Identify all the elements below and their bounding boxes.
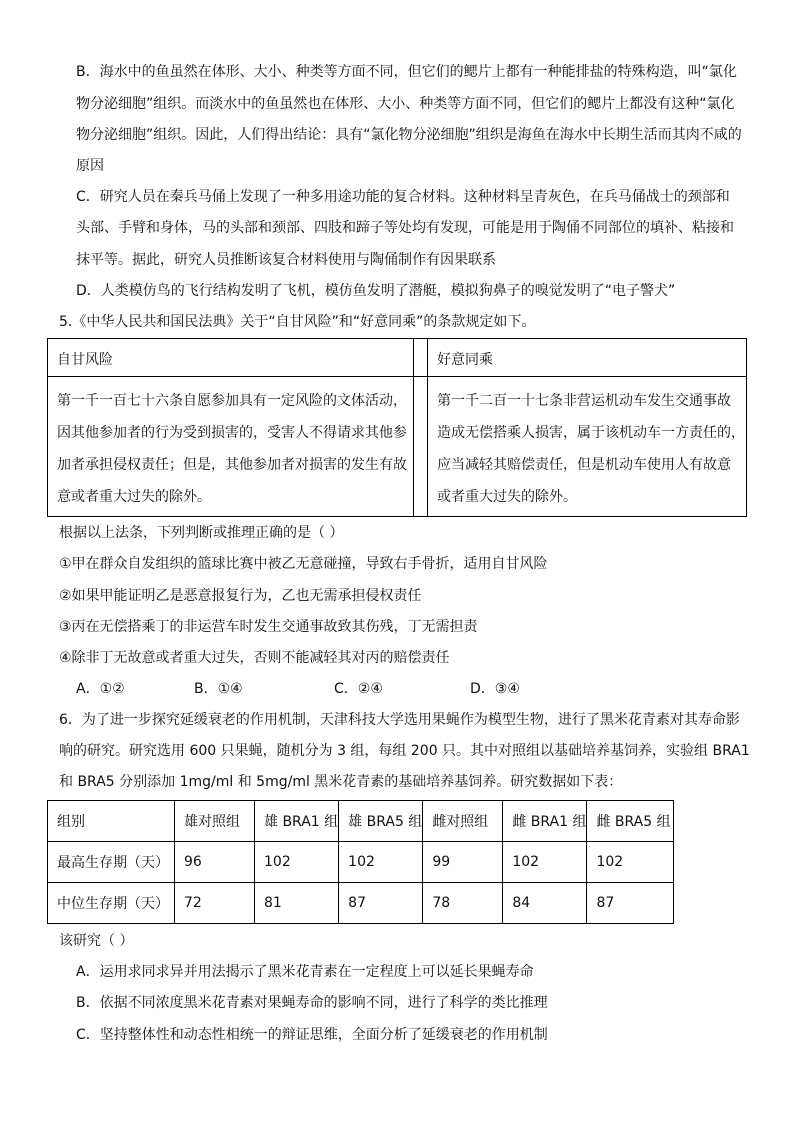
table-cell: 87 xyxy=(587,883,674,924)
q4-option-b-line-2: 物分泌细胞”组织。而淡水中的鱼虽然也在体形、大小、种类等方面不同，但它们的鳃片上都没有这种“氯化 xyxy=(76,96,735,112)
q5-option-d[interactable]: D．③④ xyxy=(470,681,520,697)
q5-stem: 5.《中华人民共和国民法典》关于“自甘风险”和“好意同乘”的条款规定如下。 xyxy=(59,314,536,330)
table-cell: 84 xyxy=(503,883,587,924)
table-cell: 102 xyxy=(587,842,674,883)
table-header-cell: 雄 BRA5 组 xyxy=(339,801,423,842)
table-header-cell: 雌对照组 xyxy=(423,801,503,842)
law-body-goodwill-ride-line: 或者重大过失的除外。 xyxy=(437,489,577,505)
q6-data-table xyxy=(47,800,674,924)
q5-question: 根据以上法条，下列判断或推理正确的是（ ） xyxy=(59,525,344,541)
table-row xyxy=(48,883,674,924)
table-cell: 81 xyxy=(255,883,339,924)
q6-stem-line-1: 6．为了进一步探究延缓衰老的作用机制，天津科技大学选用果蝇作为模型生物，进行了黑米花青素对其寿命影 xyxy=(59,712,740,728)
q5-item-1: ①甲在群众自发组织的篮球比赛中被乙无意碰撞，导致右手骨折，适用自甘风险 xyxy=(59,556,548,572)
table-cell: 102 xyxy=(255,842,339,883)
table-cell: 102 xyxy=(339,842,423,883)
law-header-goodwill-ride: 好意同乘 xyxy=(428,339,747,377)
q4-option-b-line-1: B．海水中的鱼虽然在体形、大小、种类等方面不同，但它们的鳃片上都有一种能排盐的特殊构造，叫“氯化 xyxy=(76,64,737,80)
q6-stem-line-2: 响的研究。研究选用 600 只果蝇，随机分为 3 组，每组 200 只。其中对照组以基础培养基饲养，实验组 BRA1 xyxy=(59,743,750,759)
q4-option-c-line-2: 头部、手臂和身体，马的头部和颈部、四肢和蹄子等处均有发现，可能是用于陶俑不同部位的填补、粘接和 xyxy=(76,220,734,236)
q6-stem-line-3: 和 BRA5 分别添加 1mg/ml 和 5mg/ml 黑米花青素的基础培养基饲养。研究数据如下表： xyxy=(59,774,623,790)
law-body-goodwill-ride-line: 造成无偿搭乘人损害，属于该机动车一方责任的， xyxy=(437,425,745,441)
q6-option-b[interactable]: B．依据不同浓度黑米花青素对果蝇寿命的影响不同，进行了科学的类比推理 xyxy=(76,995,548,1011)
law-body-self-risk-line: 因其他参加者的行为受到损害的，受害人不得请求其他参 xyxy=(57,425,407,441)
law-body-goodwill-ride-line: 第一千二百一十七条非营运机动车发生交通事故 xyxy=(437,393,731,409)
q6-option-c[interactable]: C．坚持整体性和动态性相统一的辩证思维，全面分析了延缓衰老的作用机制 xyxy=(76,1027,548,1043)
q5-option-a[interactable]: A．①② xyxy=(76,681,125,697)
table-header-cell: 雌 BRA1 组 xyxy=(503,801,587,842)
table-cell: 96 xyxy=(175,842,255,883)
table-header-cell: 组别 xyxy=(48,801,175,842)
table-cell: 最高生存期（天） xyxy=(48,842,175,883)
table-header-row xyxy=(48,801,674,842)
law-body-self-risk-line: 第一千一百七十六条自愿参加具有一定风险的文体活动， xyxy=(57,393,407,409)
table-row xyxy=(48,842,674,883)
q4-option-c-line-3: 抹平等。据此，研究人员推断该复合材料使用与陶俑制作有因果联系 xyxy=(76,252,496,268)
table-header-cell: 雄 BRA1 组 xyxy=(255,801,339,842)
q4-option-b-line-4: 原因 xyxy=(76,158,104,174)
table-header-cell: 雄对照组 xyxy=(175,801,255,842)
law-body-self-risk-line: 加者承担侵权责任；但是，其他参加者对损害的发生有故 xyxy=(57,457,407,473)
q6-option-a[interactable]: A．运用求同求异并用法揭示了黑米花青素在一定程度上可以延长果蝇寿命 xyxy=(76,964,534,980)
table-gap-column xyxy=(414,377,428,517)
q5-law-table xyxy=(47,338,747,517)
q4-option-b-line-3: 物分泌细胞”组织。因此，人们得出结论：具有“氯化物分泌细胞”组织是海鱼在海水中长期生活而其肉不咸的 xyxy=(76,127,742,143)
q5-item-2: ②如果甲能证明乙是恶意报复行为，乙也无需承担侵权责任 xyxy=(59,588,422,604)
law-body-goodwill-ride xyxy=(428,377,747,517)
q5-option-b[interactable]: B．①④ xyxy=(194,681,243,697)
table-cell: 78 xyxy=(423,883,503,924)
q5-item-3: ③丙在无偿搭乘丁的非运营车时发生交通事故致其伤残，丁无需担责 xyxy=(59,619,478,635)
table-cell: 99 xyxy=(423,842,503,883)
law-body-self-risk-line: 意或者重大过失的除外。 xyxy=(57,489,211,505)
q4-option-d: D．人类模仿鸟的飞行结构发明了飞机，模仿鱼发明了潜艇，模拟狗鼻子的嗅觉发明了“电子警犬” xyxy=(76,283,676,299)
table-cell: 102 xyxy=(503,842,587,883)
table-gap-column xyxy=(414,339,428,377)
law-body-self-risk xyxy=(48,377,414,517)
table-cell: 87 xyxy=(339,883,423,924)
law-header-self-risk: 自甘风险 xyxy=(48,339,414,377)
table-cell: 72 xyxy=(175,883,255,924)
q5-option-c[interactable]: C．②④ xyxy=(334,681,383,697)
table-header-cell: 雌 BRA5 组 xyxy=(587,801,674,842)
q6-question: 该研究（ ） xyxy=(59,933,134,949)
law-body-goodwill-ride-line: 应当减轻其赔偿责任，但是机动车使用人有故意 xyxy=(437,457,731,473)
q4-option-c-line-1: C．研究人员在秦兵马俑上发现了一种多用途功能的复合材料。这种材料呈青灰色，在兵马俑战士的颈部和 xyxy=(76,189,730,205)
table-cell: 中位生存期（天） xyxy=(48,883,175,924)
q5-item-4: ④除非丁无故意或者重大过失，否则不能减轻其对丙的赔偿责任 xyxy=(59,650,450,666)
